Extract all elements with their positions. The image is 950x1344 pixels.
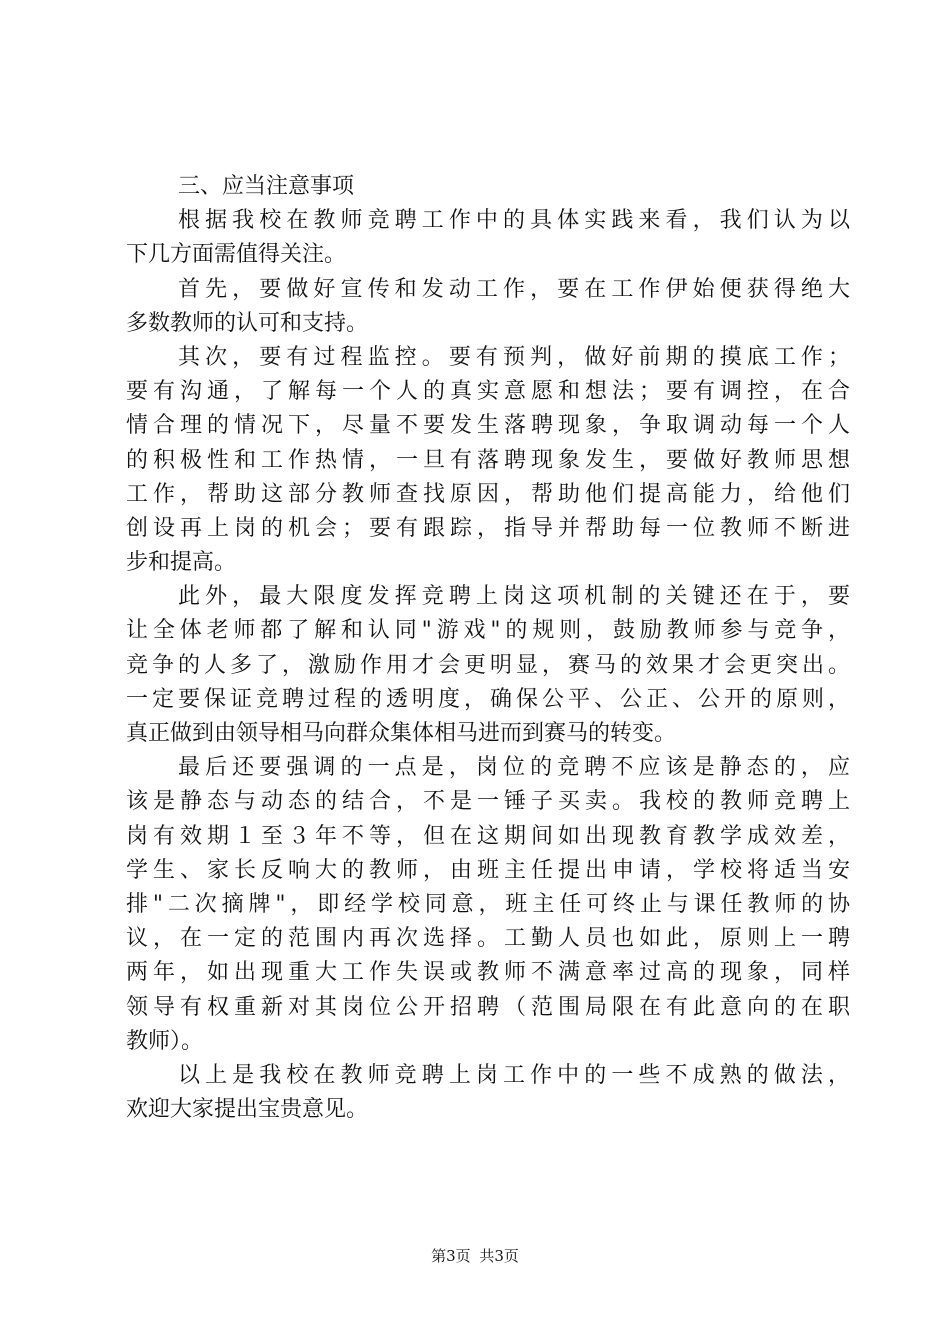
text-line: 要有沟通，了解每一个人的真实意愿和想法；要有调控，在合 — [126, 379, 850, 405]
text-line: 情合理的情况下，尽量不要发生落聘现象，争取调动每一个人 — [126, 413, 850, 439]
text-line: 教师）。 — [126, 1028, 204, 1054]
text-line: 多数教师的认可和支持。 — [126, 310, 369, 336]
text-line: 创设再上岗的机会；要有跟踪，指导并帮助每一位教师不断进 — [126, 515, 850, 541]
page-footer — [0, 1246, 950, 1266]
text-line: 首先，要做好宣传和发动工作，要在工作伊始便获得绝大 — [178, 276, 850, 302]
text-line: 岗有效期１至３年不等，但在这期间如出现教育教学成效差， — [126, 823, 850, 849]
page-total: 共3页 — [479, 1247, 519, 1265]
text-line: 以上是我校在教师竞聘上岗工作中的一些不成熟的做法， — [178, 1062, 850, 1088]
text-line: 步和提高。 — [126, 550, 237, 576]
text-line: 两年，如出现重大工作失误或教师不满意率过高的现象，同样 — [126, 960, 850, 986]
text-line: 学生、家长反响大的教师，由班主任提出申请，学校将适当安 — [126, 857, 850, 883]
text-line: 竞争的人多了，激励作用才会更明显，赛马的效果才会更突出。 — [126, 652, 850, 678]
text-line: 领导有权重新对其岗位公开招聘（范围局限在有此意向的在职 — [126, 994, 850, 1020]
text-line: 根据我校在教师竞聘工作中的具体实践来看，我们认为以 — [178, 208, 850, 234]
text-line: 其次，要有过程监控。要有预判，做好前期的摸底工作； — [178, 344, 850, 370]
document-body — [126, 170, 850, 1127]
text-line: 让全体老师都了解和认同"游戏"的规则，鼓励教师参与竞争， — [126, 618, 850, 644]
text-line: 的积极性和工作热情，一旦有落聘现象发生，要做好教师思想 — [126, 447, 850, 473]
page-number: 第3页 — [431, 1247, 471, 1265]
text-line: 此外，最大限度发挥竞聘上岗这项机制的关键还在于，要 — [178, 584, 850, 610]
text-line: 排"二次摘牌"，即经学校同意，班主任可终止与课任教师的协 — [126, 891, 850, 917]
text-line: 欢迎大家提出宝贵意见。 — [126, 1097, 369, 1123]
text-line: 真正做到由领导相马向群众集体相马进而到赛马的转变。 — [126, 721, 677, 746]
text-line: 三、应当注意事项 — [178, 174, 355, 199]
text-line: 议，在一定的范围内再次选择。工勤人员也如此，原则上一聘 — [126, 926, 850, 952]
text-line: 一定要保证竞聘过程的透明度，确保公平、公正、公开的原则， — [126, 686, 850, 712]
text-line: 工作，帮助这部分教师查找原因，帮助他们提高能力，给他们 — [126, 481, 850, 507]
text-line: 该是静态与动态的结合，不是一锤子买卖。我校的教师竞聘上 — [126, 789, 850, 815]
text-line: 下几方面需值得关注。 — [126, 242, 347, 268]
text-line: 最后还要强调的一点是，岗位的竞聘不应该是静态的，应 — [178, 755, 850, 781]
